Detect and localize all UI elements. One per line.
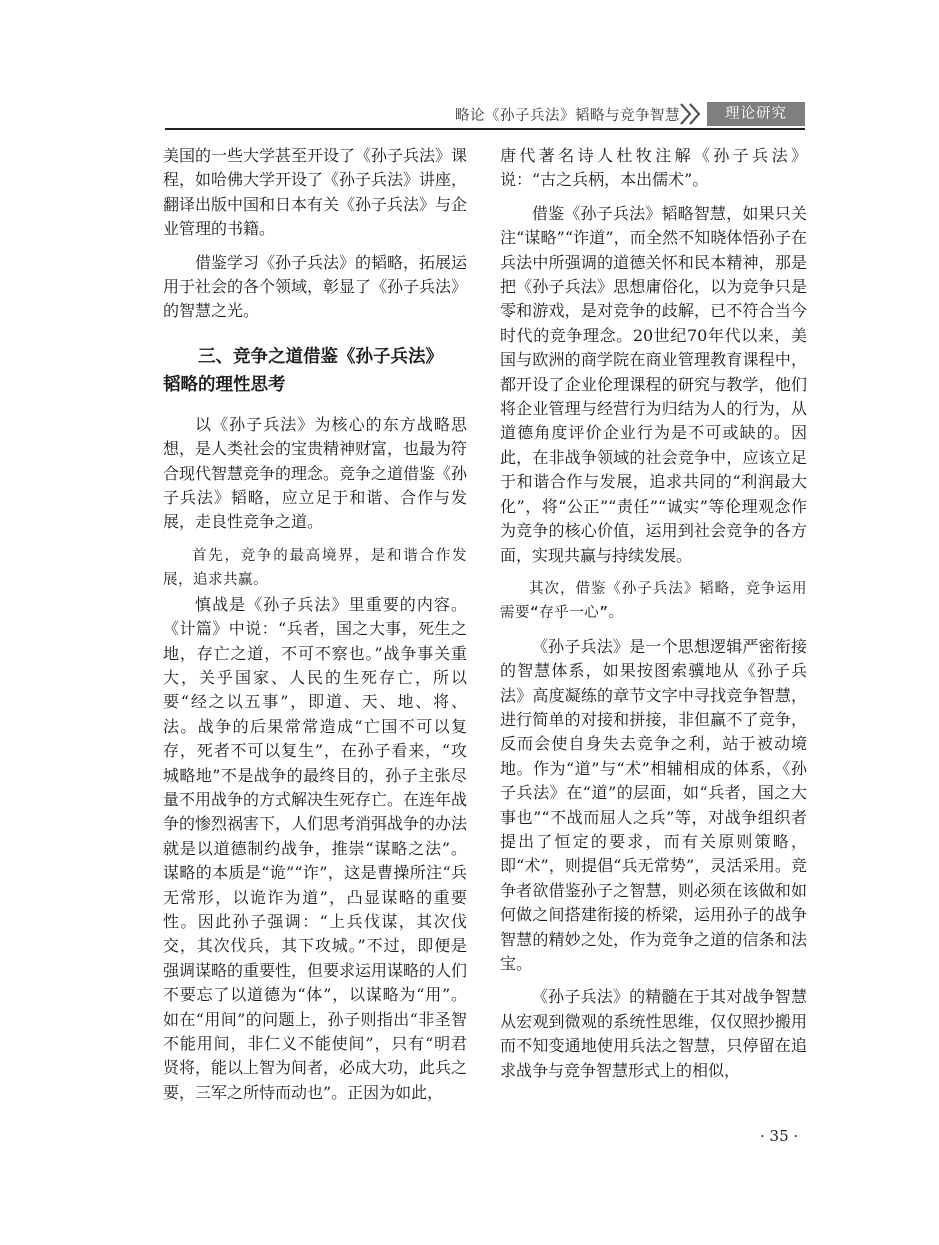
section-tag: 理论研究 [707, 102, 805, 126]
paragraph: 借鉴学习《孙子兵法》的韬略，拓展运用于社会的各个领域，彰显了《孙子兵法》的智慧之光。 [163, 252, 468, 321]
paragraph: 慎战是《孙子兵法》里重要的内容。《计篇》中说：“兵者，国之大事，死生之地，存亡之道，不可不察也。”战争事关重大，关乎国家、人民的生死存亡，所以要“经之以五事”，即道、天、地、将、法。战争的后果常常造成“亡国不可以复存，死者不可以复生”，在孙子看来，“攻城略地”不是战争的最终目的，孙子主张尽量不用战争的方式解决生死存亡。在连年战争的惨烈祸害下，人们思考消弭战争的办法就是以道德制约战争，推崇“谋略之法”。谋略的本质是“诡”“诈”，这是曹操所注“兵无常形，以诡诈为道”，凸显谋略的重要性。因此孙子强调：“上兵伐谋，其次伐交，其次伐兵，其下攻城。”不过，即便是强调谋略的重要性，但要求运用谋略的人们不要忘了以道德为“体”，以谋略为“用”。如在“用间”的问题上，孙子则指出“非圣智不能用间，非仁义不能使间”，只有“明君贤将，能以上智为间者，必成大功，此兵之要，三军之所恃而动也”。正因为如此， [163, 594, 468, 1102]
header-rule [165, 128, 805, 130]
right-column [500, 144, 807, 1083]
section-heading-line: 韬略的理性思考 [163, 374, 286, 395]
section-heading [163, 343, 467, 399]
subheading-paragraph: 其次，借鉴《孙子兵法》韬略，竞争运用需要“存乎一心”。 [500, 580, 807, 622]
subheading-paragraph: 首先，竞争的最高境界，是和谐合作发展，追求共赢。 [163, 547, 467, 589]
section-heading-line: 三、竞争之道借鉴《孙子兵法》 [198, 346, 443, 367]
left-column [163, 144, 467, 1105]
running-title: 略论《孙子兵法》韬略与竞争智慧 [455, 108, 680, 124]
running-header [165, 100, 805, 127]
paragraph: 美国的一些大学甚至开设了《孙子兵法》课程，如哈佛大学开设了《孙子兵法》讲座，翻译出版中国和日本有关《孙子兵法》与企业管理的书籍。 [163, 146, 468, 239]
paragraph: 《孙子兵法》是一个思想逻辑严密衔接的智慧体系，如果按图索骥地从《孙子兵法》高度凝练的章节文字中寻找竞争智慧，进行简单的对接和拼接，非但赢不了竞争，反而会使自身失去竞争之利，站于被动境地。作为“道”与“术”相辅相成的体系，《孙子兵法》在“道”的层面，如“兵者，国之大事也”“不战而屈人之兵”等，对战争组织者提出了恒定的要求，而有关原则策略，即“术”，则提倡“兵无常势”，灵活采用。竞争者欲借鉴孙子之智慧，则必须在该做和如何做之间搭建衔接的桥梁，运用孙子的战争智慧的精妙之处，作为竞争之道的信条和法宝。 [500, 636, 807, 973]
double-chevron-icon [679, 103, 705, 125]
page-number: · 35 · [760, 1127, 799, 1145]
paragraph: 唐代著名诗人杜牧注解《孙子兵法》说：“古之兵柄，本出儒术”。 [500, 146, 807, 190]
paragraph: 《孙子兵法》的精髓在于其对战争智慧从宏观到微观的系统性思维，仅仅照抄搬用而不知变通地使用兵法之智慧，只停留在追求战争与竞争智慧形式上的相似， [500, 987, 807, 1080]
paragraph: 以《孙子兵法》为核心的东方战略思想，是人类社会的宝贵精神财富，也最为符合现代智慧竞争的理念。竞争之道借鉴《孙子兵法》韬略，应立足于和谐、合作与发展，走良性竞争之道。 [163, 414, 468, 532]
paragraph: 借鉴《孙子兵法》韬略智慧，如果只关注“谋略”“诈道”，而全然不知晓体悟孙子在兵法中所强调的道德关怀和民本精神，那是把《孙子兵法》思想庸俗化，以为竞争只是零和游戏，是对竞争的歧解，已不符合当今时代的竞争理念。20世纪70年代以来，美国与欧洲的商学院在商业管理教育课程中，都开设了企业伦理课程的研究与教学，他们将企业管理与经营行为归结为人的行为，从道德角度评价企业行为是不可或缺的。因此，在非战争领域的社会竞争中，应该立足于和谐合作与发展，追求共同的“利润最大化”，将“公正”“责任”“诚实”等伦理观念作为竞争的核心价值，运用到社会竞争的各方面，实现共赢与持续发展。 [500, 203, 807, 565]
